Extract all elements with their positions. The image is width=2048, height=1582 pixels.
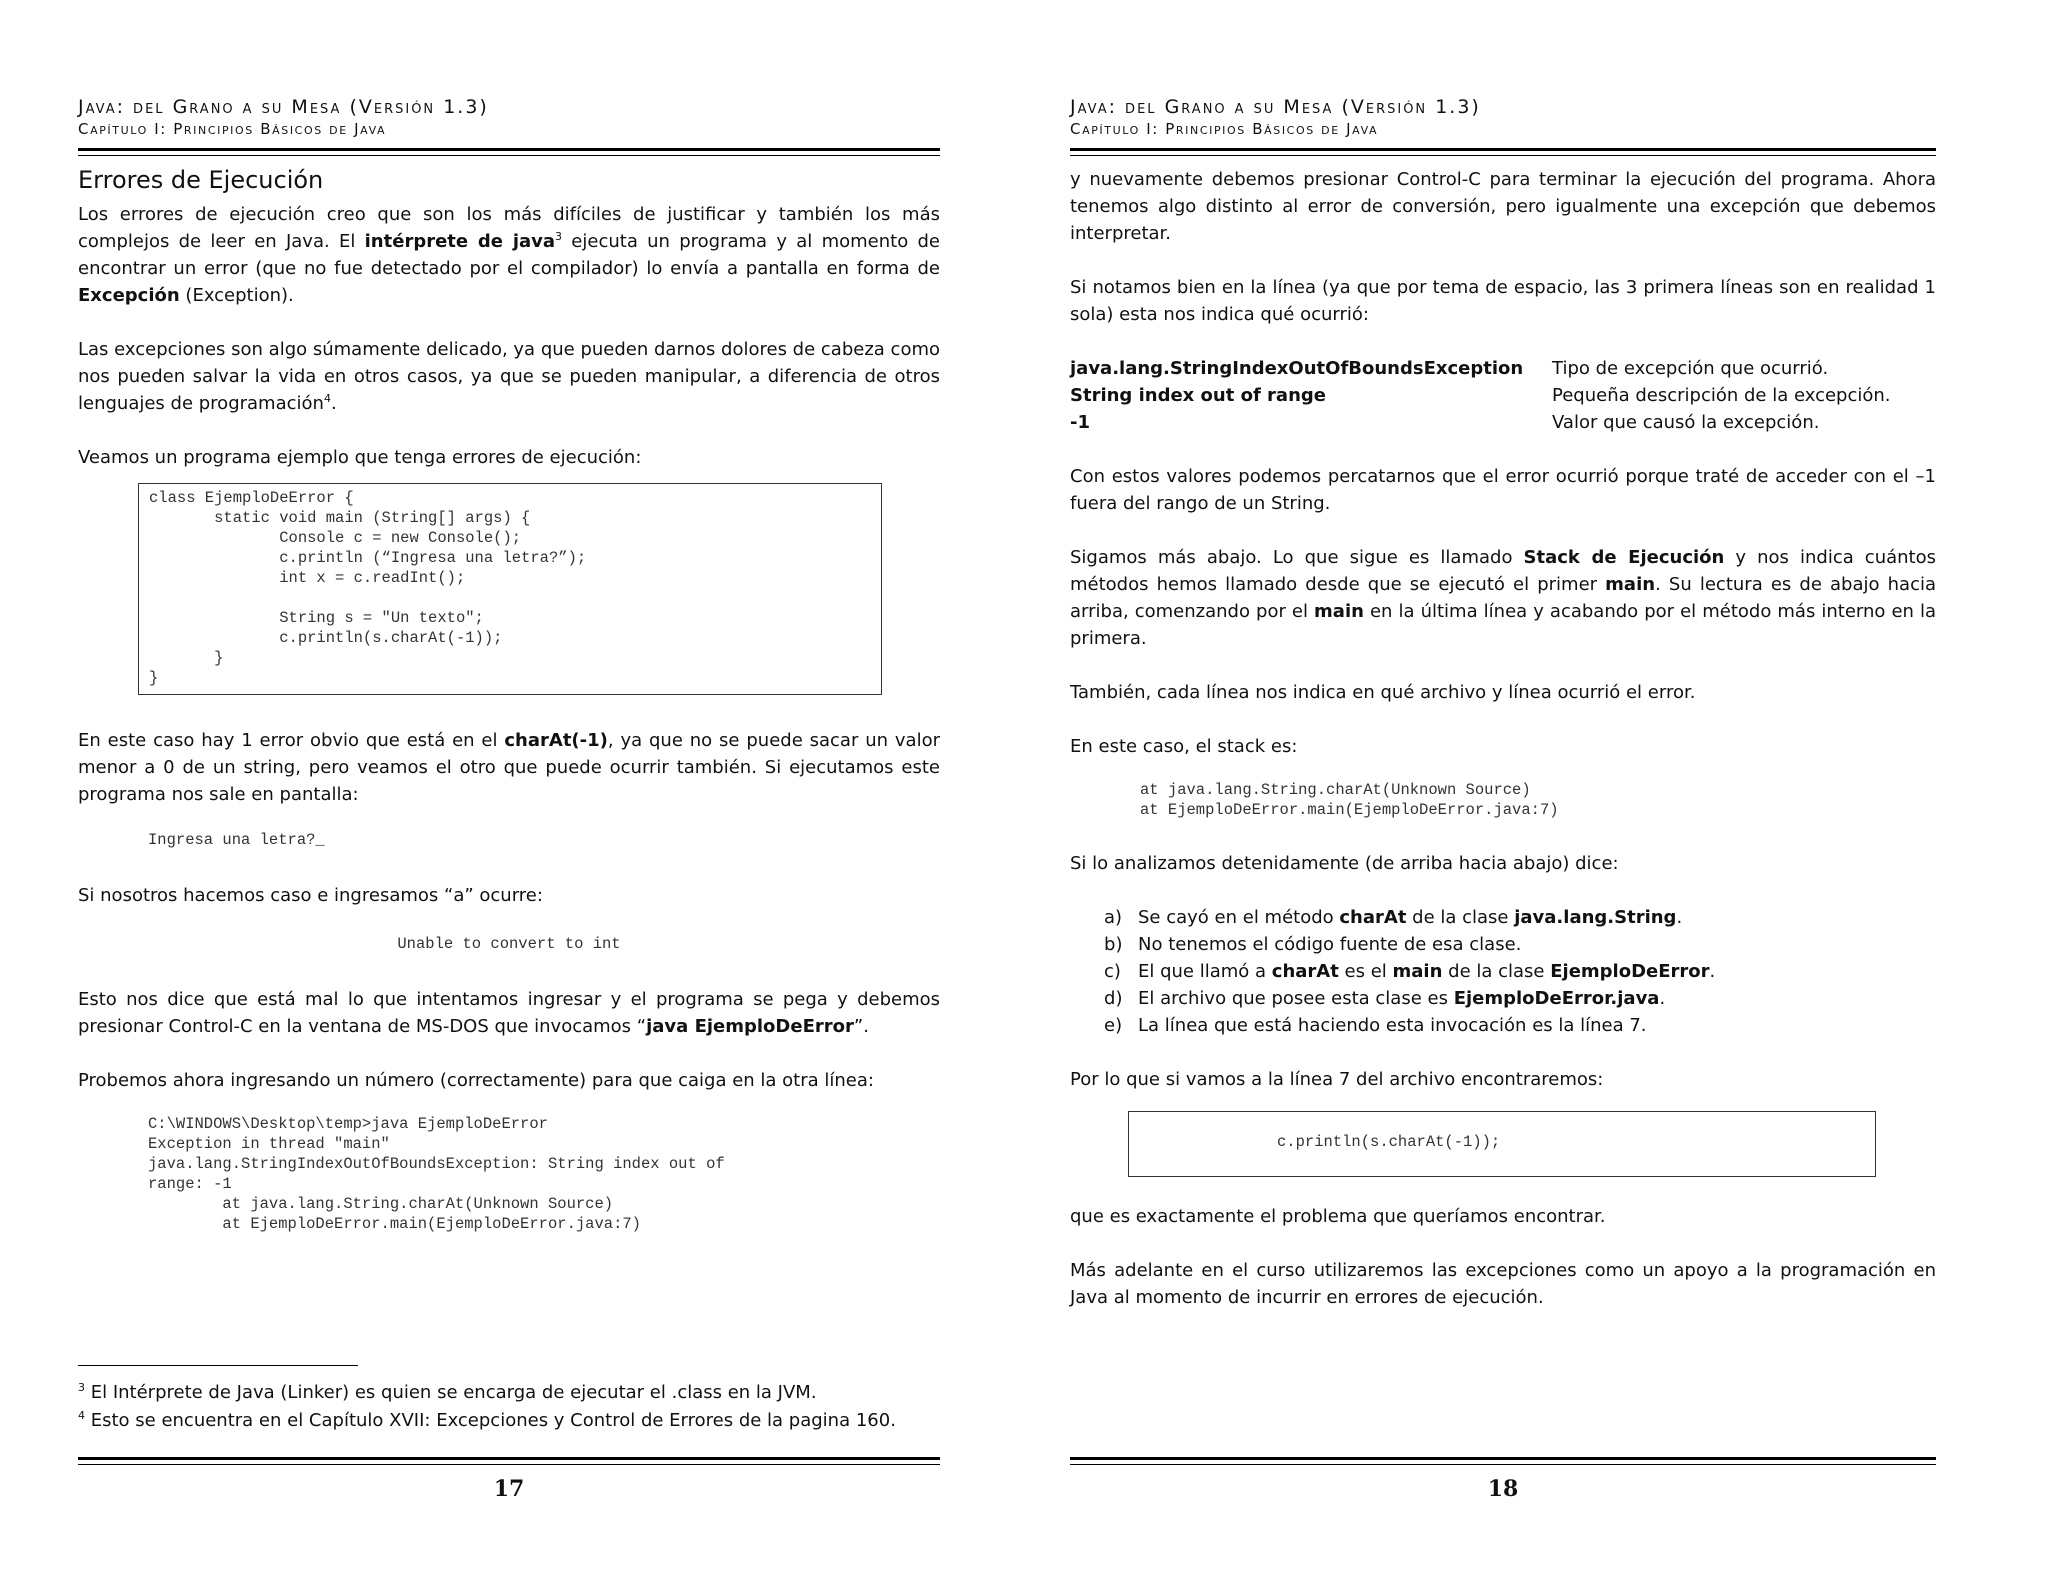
- text-run: .: [1709, 961, 1716, 982]
- section-title: Errores de Ejecución: [78, 166, 324, 194]
- bold-term: main: [1392, 961, 1443, 982]
- text-run: es el: [1338, 961, 1393, 982]
- text-run: .: [1676, 907, 1683, 928]
- list-item: [1138, 958, 1936, 985]
- code-stack: at java.lang.String.charAt(Unknown Source) at EjemploDeError.main(EjemploDeError.java:7): [1140, 781, 1559, 819]
- text-run: de la clase: [1406, 907, 1515, 928]
- footnotes: [78, 1379, 940, 1435]
- bold-term: charAt: [1271, 961, 1339, 982]
- bold-term: Stack de Ejecución: [1523, 547, 1725, 568]
- definition-row: [1070, 355, 1936, 382]
- footnote-number: 3: [78, 1381, 85, 1394]
- text-run: El que llamó a: [1138, 961, 1272, 982]
- book-title-header: Java: del Grano a su Mesa (Versión 1.3): [1070, 96, 1481, 118]
- paragraph: [78, 201, 940, 309]
- text-run: ”.: [853, 1016, 869, 1037]
- list-item: [1138, 985, 1936, 1012]
- footnote-ref: 3: [555, 230, 563, 243]
- paragraph: que es exactamente el problema que queríamos encontrar.: [1070, 1206, 1606, 1227]
- chapter-header: Capítulo I: Principios Básicos de Java: [78, 120, 387, 138]
- text-run: Esto nos dice que está mal lo que intentamos ingresar y el programa se pega y debemos presionar Control-C en la ventana de MS-DOS que invocamos “: [78, 989, 940, 1037]
- paragraph: Si notamos bien en la línea (ya que por tema de espacio, las 3 primera líneas son en realidad 1 sola) esta nos indica qué ocurrió:: [1070, 277, 1936, 325]
- page-body: [78, 163, 940, 1234]
- text-run: ejecuta un programa y al momento de encontrar un error (que no fue detectado por el compilador) lo envía a pantalla en forma de: [78, 231, 940, 279]
- book-title-header: Java: del Grano a su Mesa (Versión 1.3): [78, 96, 489, 118]
- text-run: El archivo que posee esta clase es: [1138, 988, 1454, 1009]
- code-box-program: [138, 483, 882, 695]
- bold-term: java.lang.String: [1514, 907, 1677, 928]
- bold-term: charAt: [1339, 907, 1407, 928]
- page-right: [1070, 0, 1936, 1582]
- footer-rule: [1070, 1457, 1936, 1465]
- bold-term: java EjemploDeError: [646, 1016, 854, 1037]
- text-run: y nos indica cuántos métodos hemos llamado desde que se ejecutó el primer: [1070, 547, 1936, 595]
- list-item: [1138, 1012, 1936, 1039]
- text-run: Las excepciones son algo súmamente delicado, ya que pueden darnos dolores de cabeza como nos pueden salvar la vida en otros casos, ya que se pueden manipular, a diferencia de otros lenguajes de programación: [78, 339, 940, 414]
- paragraph: y nuevamente debemos presionar Control-C para terminar la ejecución del programa. Ahora tenemos algo distinto al error de conversión, pero igualmente una excepción que debemos interpretar.: [1070, 169, 1936, 244]
- text-run: en la última línea y acabando por el método más interno en la primera.: [1070, 601, 1937, 649]
- definition-term: java.lang.StringIndexOutOfBoundsException: [1070, 358, 1524, 379]
- bold-term: main: [1605, 574, 1656, 595]
- footnote-ref: 4: [323, 392, 331, 405]
- text-run: No tenemos el código fuente de esa clase.: [1138, 934, 1522, 955]
- paragraph: Veamos un programa ejemplo que tenga errores de ejecución:: [78, 447, 642, 468]
- paragraph: [78, 986, 940, 1040]
- header-rule: [78, 148, 940, 156]
- code-error: Unable to convert to int: [397, 935, 621, 953]
- chapter-header: Capítulo I: Principios Básicos de Java: [1070, 120, 1379, 138]
- text-run: .: [330, 393, 337, 414]
- footnote-text: El Intérprete de Java (Linker) es quien se encarga de ejecutar el .class en la JVM.: [85, 1382, 817, 1403]
- paragraph: [78, 727, 940, 808]
- analysis-list: [1070, 904, 1936, 1039]
- code-program: class EjemploDeError { static void main (String[] args) { Console c = new Console(); c.println (“Ingresa una letra?”); int x = c.readInt(); String s = "Un texto"; c.println(s.charAt(-1)); } }: [149, 489, 587, 687]
- paragraph: [78, 336, 940, 417]
- code-error-wrap: [78, 929, 940, 956]
- text-run: (Exception).: [179, 285, 294, 306]
- paragraph: [1070, 544, 1936, 652]
- list-item: [1138, 904, 1936, 931]
- text-run: . Su lectura es de abajo hacia arriba, comenzando por el: [1070, 574, 1937, 622]
- definition-desc: Valor que causó la excepción.: [1552, 412, 1820, 433]
- footnote-text: Esto se encuentra en el Capítulo XVII: Excepciones y Control de Errores de la pagina 160.: [85, 1410, 896, 1431]
- code-box-line: [1128, 1111, 1876, 1177]
- footnote-rule: [78, 1365, 358, 1366]
- definition-row: [1070, 382, 1936, 409]
- page-number: 18: [1487, 1476, 1519, 1502]
- paragraph: Si lo analizamos detenidamente (de arriba hacia abajo) dice:: [1070, 853, 1619, 874]
- bold-term: EjemploDeError.java: [1453, 988, 1660, 1009]
- footnote-3: [78, 1379, 940, 1407]
- paragraph: Con estos valores podemos percatarnos que el error ocurrió porque traté de acceder con el –1 fuera del rango de un String.: [1070, 466, 1936, 514]
- code-prompt: Ingresa una letra?_: [148, 831, 325, 849]
- header-rule: [1070, 148, 1936, 156]
- paragraph: Más adelante en el curso utilizaremos las excepciones como un apoyo a la programación en Java al momento de incurrir en errores de ejecución.: [1070, 1260, 1936, 1308]
- text-run: de la clase: [1442, 961, 1551, 982]
- footnote-number: 4: [78, 1409, 85, 1422]
- definition-desc: Tipo de excepción que ocurrió.: [1552, 358, 1829, 379]
- text-run: La línea que está haciendo esta invocación es la línea 7.: [1138, 1015, 1647, 1036]
- definition-term: String index out of range: [1070, 385, 1326, 406]
- page-number: 17: [493, 1476, 525, 1502]
- paragraph: También, cada línea nos indica en qué archivo y línea ocurrió el error.: [1070, 682, 1696, 703]
- page-body: [1070, 166, 1936, 1311]
- bold-code: charAt(-1): [504, 730, 608, 751]
- definition-desc: Pequeña descripción de la excepción.: [1552, 385, 1891, 406]
- paragraph: Por lo que si vamos a la línea 7 del archivo encontraremos:: [1070, 1069, 1604, 1090]
- code-line: c.println(s.charAt(-1));: [1277, 1133, 1501, 1151]
- bold-term: main: [1314, 601, 1364, 622]
- page-left: [78, 0, 940, 1582]
- text-run: Los errores de ejecución creo que son los más difíciles de justificar y también los más complejos de leer en Java. El: [78, 204, 940, 252]
- bold-term: Excepción: [78, 285, 180, 306]
- bold-term: EjemploDeError: [1550, 961, 1710, 982]
- list-item: [1138, 931, 1936, 958]
- exception-definitions: [1070, 355, 1936, 436]
- text-run: .: [1659, 988, 1666, 1009]
- code-trace: C:\WINDOWS\Desktop\temp>java EjemploDeError Exception in thread "main" java.lang.StringIndexOutOfBoundsException: String index out of range: -1 at java.lang.String.charAt(Unknown Source) at EjemploDeError.main(EjemploDeError.java:7): [148, 1115, 725, 1233]
- paragraph: Si nosotros hacemos caso e ingresamos “a” ocurre:: [78, 885, 543, 906]
- text-run: Sigamos más abajo. Lo que sigue es llamado: [1070, 547, 1524, 568]
- paragraph: Probemos ahora ingresando un número (correctamente) para que caiga en la otra línea:: [78, 1070, 874, 1091]
- definition-row: [1070, 409, 1936, 436]
- text-run: En este caso hay 1 error obvio que está en el: [78, 730, 505, 751]
- text-run: , ya que no se puede sacar un valor menor a 0 de un string, pero veamos el otro que puede ocurrir también. Si ejecutamos este programa nos sale en pantalla:: [78, 730, 940, 805]
- definition-term: -1: [1070, 412, 1090, 433]
- text-run: Se cayó en el método: [1138, 907, 1340, 928]
- bold-term: intérprete de java: [364, 231, 556, 252]
- footnote-4: [78, 1407, 940, 1435]
- footer-rule: [78, 1457, 940, 1465]
- paragraph: En este caso, el stack es:: [1070, 736, 1298, 757]
